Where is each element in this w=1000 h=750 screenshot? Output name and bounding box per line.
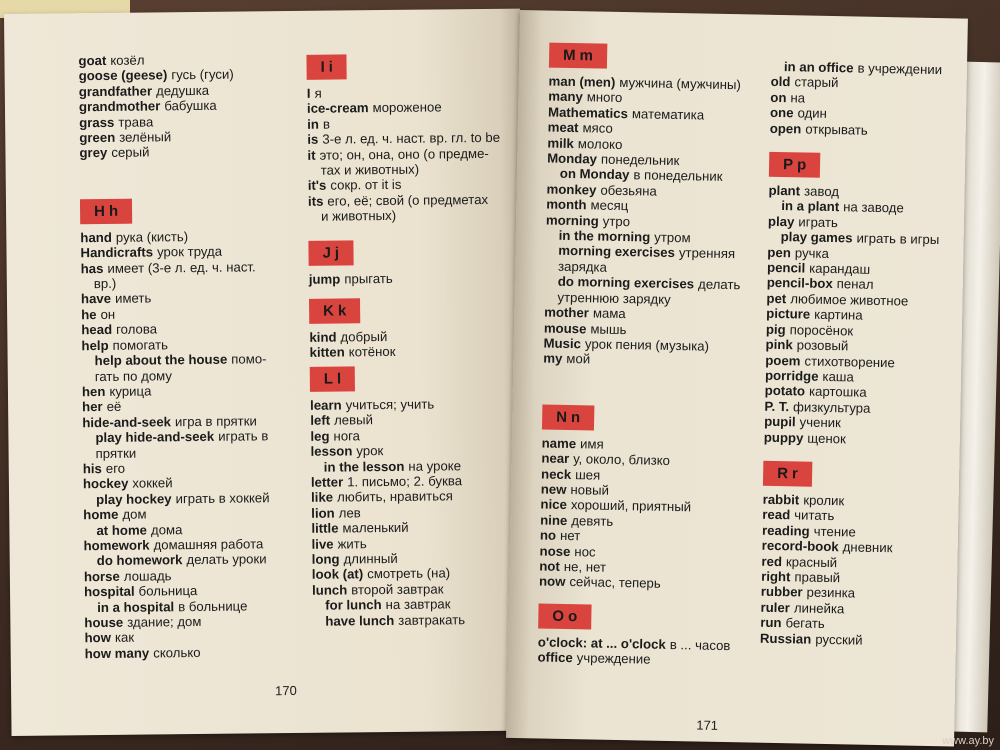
letter-header-j: Jj (308, 240, 353, 265)
entry-translation: второй завтрак (351, 581, 444, 598)
entry-translation: гусь (гуси) (171, 67, 234, 83)
letter-header-o: Oo (538, 603, 591, 629)
entry-translation: зелёный (119, 129, 172, 145)
entry-translation: урок (356, 443, 384, 459)
entry-headword: kind (309, 329, 337, 345)
entry-headword: horse (83, 568, 120, 584)
entry-headword: hide-and-seek (82, 413, 172, 430)
entry-headword: in (307, 116, 319, 132)
entry-headword: goose (geese) (78, 67, 168, 84)
entry-headword: not (539, 558, 560, 574)
entry-headword: have lunch (325, 612, 395, 629)
entry-headword: at home (96, 522, 148, 538)
entry-translation: сколько (153, 644, 201, 661)
entry-translation: любимое животное (790, 291, 909, 309)
entry-headword: long (311, 551, 340, 567)
entry-headword: left (310, 412, 331, 429)
entry-translation: месяц (590, 197, 629, 214)
dictionary-entry (770, 120, 942, 139)
entry-translation: котёнок (348, 344, 396, 360)
letter-header-k: Kk (309, 298, 360, 324)
entry-headword: he (81, 306, 97, 323)
entry-translation: мышь (590, 320, 627, 337)
entry-translation: правый (794, 569, 841, 586)
entry-headword: play (767, 213, 795, 230)
entry-translation: картина (814, 306, 863, 323)
entry-translation: щенок (807, 430, 846, 446)
entry-headword: his (82, 460, 102, 477)
entries-g (78, 51, 266, 161)
column-2 (306, 51, 505, 629)
entry-translation: хороший, приятный (570, 497, 692, 515)
entry-headword: pencil (766, 259, 806, 276)
entry-headword: milk (547, 135, 574, 151)
entry-continuation: зарядка (557, 258, 608, 275)
entry-translation: длинный (343, 550, 398, 567)
entry-translation: бегать (785, 615, 825, 632)
entry-headword: in the lesson (323, 458, 405, 475)
entry-translation: завод (803, 183, 840, 200)
entry-translation: нет (559, 528, 581, 544)
dictionary-entry (760, 630, 932, 649)
entry-translation: дневник (842, 539, 893, 556)
entry-headword: red (761, 553, 783, 569)
entry-headword: pen (767, 244, 791, 260)
entry-translation: бабушка (164, 97, 217, 114)
dictionary-entry (764, 429, 936, 448)
dictionary-entry (83, 490, 270, 507)
entry-headword: like (311, 489, 334, 506)
entry-headword: no (539, 527, 557, 543)
entry-translation: как (114, 630, 135, 646)
entry-translation: в учреждении (857, 60, 943, 78)
letter-header-l: Ll (310, 366, 356, 391)
entry-headword: Handicrafts (80, 244, 154, 261)
entry-translation: любить, нравиться (337, 488, 453, 505)
column-3 (537, 41, 745, 669)
entry-headword: open (769, 120, 802, 137)
entries-h (80, 228, 271, 661)
entry-continuation: гать по дому (94, 367, 172, 384)
watermark: www.ay.by (942, 735, 994, 747)
entry-translation: на заводе (843, 199, 904, 216)
column-1 (78, 51, 271, 661)
entry-translation: жить (337, 535, 367, 552)
entry-translation: картошка (808, 383, 867, 401)
entry-headword: do homework (96, 552, 183, 569)
entry-translation: дом (122, 506, 147, 522)
entry-translation: мороженое (372, 99, 442, 116)
entry-headword: little (311, 520, 339, 536)
entry-continuation: утреннюю зарядку (557, 289, 671, 307)
entry-translation: физкультура (792, 399, 871, 416)
letter-header-i: Ii (306, 54, 347, 79)
entry-translation: новый (570, 481, 610, 498)
entry-headword: rubber (760, 584, 803, 600)
entry-headword: nice (540, 496, 568, 513)
entry-translation: один (797, 105, 828, 122)
page-number-left: 170 (275, 682, 297, 699)
entry-translation: ручка (794, 244, 830, 261)
entry-translation: красный (785, 553, 838, 570)
entry-translation: у, около, близко (573, 451, 671, 469)
entry-headword: on (770, 89, 787, 105)
entry-translation: больница (138, 583, 198, 599)
entry-translation: в (322, 116, 330, 132)
entries-r (760, 492, 935, 649)
entry-translation: 3-е л. ед. ч. наст. вр. гл. to be (322, 130, 501, 147)
entry-headword: P. T. (764, 398, 790, 414)
entry-headword: its (307, 193, 324, 209)
entry-headword: new (540, 481, 567, 497)
entry-headword: pink (765, 336, 793, 353)
entry-headword: office (537, 649, 573, 666)
entry-headword: nose (539, 543, 571, 559)
entry-headword: grass (79, 114, 115, 130)
entry-headword: mouse (543, 320, 587, 336)
entry-headword: morning exercises (558, 243, 676, 261)
entry-headword: right (761, 568, 791, 585)
entry-headword: puppy (763, 429, 804, 446)
entry-translation: играть в игры (856, 230, 940, 248)
entry-headword: month (546, 196, 587, 213)
entry-headword: pig (765, 321, 786, 337)
entry-translation: играть в (218, 428, 269, 444)
letter-header-n: Nn (542, 404, 594, 430)
entries-m (543, 74, 744, 370)
entry-translation: молоко (577, 135, 623, 152)
entry-headword: look (at) (311, 566, 364, 583)
entry-translation: его, её; свой (о предметах (327, 191, 489, 209)
entry-translation: математика (631, 105, 705, 123)
entry-translation: он (100, 306, 116, 322)
entry-headword: morning (545, 212, 599, 229)
entries-o (537, 634, 733, 669)
entry-translation: курица (109, 383, 152, 399)
entry-translation: учиться; учить (345, 396, 435, 413)
entry-headword: hockey (82, 476, 129, 492)
entry-translation: девять (571, 512, 614, 529)
entry-headword: reading (761, 522, 810, 539)
entry-translation: утром (654, 229, 691, 246)
entry-translation: нос (574, 543, 596, 560)
entry-headword: in a plant (781, 198, 840, 215)
left-page (4, 9, 528, 736)
entry-headword: kitten (309, 344, 345, 361)
entry-continuation: прятки (95, 445, 137, 461)
entry-translation: розовый (796, 337, 849, 354)
entry-translation: я (314, 85, 322, 101)
dictionary-entry (307, 145, 500, 162)
entry-headword: my (543, 350, 563, 367)
entry-translation: мужчина (мужчины) (619, 74, 741, 93)
entry-translation: левый (333, 412, 374, 428)
entry-headword: neck (540, 466, 572, 482)
entry-headword: many (548, 88, 583, 105)
entry-headword: potato (764, 383, 806, 399)
entry-headword: plant (768, 182, 801, 199)
entry-headword: it's (307, 178, 327, 194)
entry-headword: lion (311, 505, 335, 521)
entry-translation: не, нет (563, 558, 607, 575)
entry-translation: мама (592, 305, 626, 322)
entry-translation: нога (333, 427, 361, 444)
entry-headword: poem (765, 352, 801, 368)
entry-headword: man (men) (548, 73, 616, 90)
dictionary-entry (307, 130, 500, 147)
entry-headword: run (760, 614, 782, 631)
entry-translation: каша (822, 368, 854, 385)
entry-translation: имя (579, 435, 604, 452)
entry-headword: monkey (546, 181, 597, 198)
entry-headword: green (79, 129, 116, 146)
entry-headword: grey (79, 145, 108, 161)
entry-headword: pupil (764, 413, 796, 430)
entry-translation: в понедельник (633, 167, 723, 185)
entries-k (309, 328, 502, 361)
entry-translation: здание; дом (127, 613, 202, 630)
entry-headword: now (538, 573, 566, 590)
entry-headword: how (84, 630, 111, 646)
entry-translation: серый (111, 144, 150, 161)
entry-headword: play hockey (96, 491, 172, 507)
entry-headword: Music (543, 335, 582, 352)
entry-translation: играть в хоккей (175, 489, 270, 506)
entry-translation: утренняя (678, 245, 736, 262)
entry-translation: рука (кисть) (115, 228, 189, 245)
entry-translation: понедельник (600, 151, 680, 169)
entry-headword: in the morning (558, 227, 651, 245)
entry-translation: дома (150, 521, 183, 538)
entry-translation: помо- (231, 351, 267, 367)
entry-translation: старый (794, 74, 839, 91)
entry-headword: play hide-and-seek (95, 428, 215, 446)
entry-headword: have (80, 291, 112, 307)
entry-translation: кролик (803, 492, 845, 509)
entry-translation: маленький (342, 519, 409, 536)
entry-translation: резинка (806, 584, 856, 601)
right-page (506, 10, 968, 746)
entries-i (307, 84, 501, 225)
entry-continuation: вр.) (93, 275, 117, 292)
entry-headword: Russian (759, 630, 812, 647)
column-4 (760, 59, 943, 649)
entry-translation: прыгать (344, 270, 393, 287)
entry-translation: лошадь (123, 568, 172, 584)
entry-headword: her (82, 399, 103, 415)
entry-translation: ученик (799, 414, 841, 431)
entry-translation: козёл (110, 52, 145, 68)
entry-headword: nine (540, 512, 568, 528)
letter-header-m: Mm (549, 43, 607, 69)
entry-continuation: тах и животных) (320, 161, 420, 178)
entry-translation: добрый (340, 329, 388, 345)
entry-translation: пенал (836, 276, 874, 293)
letter-header-p: Pp (769, 152, 821, 178)
dictionary-entry (84, 598, 271, 615)
page-number-right: 171 (696, 717, 719, 733)
dictionary-entry (81, 259, 268, 276)
entry-translation: её (106, 399, 122, 415)
entry-headword: grandmother (78, 98, 161, 115)
letter-header-r: Rr (763, 461, 812, 487)
entry-translation: открывать (805, 121, 868, 138)
entries-p (764, 183, 941, 448)
entry-headword: do morning exercises (557, 274, 695, 292)
entry-headword: grandfather (78, 83, 153, 100)
entry-translation: дедушка (156, 82, 210, 99)
entry-headword: Monday (547, 150, 598, 167)
entry-headword: help about the house (94, 351, 228, 369)
entry-translation: на (790, 90, 806, 106)
entry-headword: hen (81, 383, 106, 400)
entry-translation: завтракать (398, 611, 466, 628)
entry-headword: jump (308, 271, 341, 287)
entry-translation: на завтрак (385, 596, 451, 613)
entry-translation: мой (566, 351, 591, 367)
entry-translation: играть (798, 214, 838, 230)
entry-translation: сокр. от it is (330, 177, 402, 194)
entry-translation: много (586, 89, 623, 106)
entry-translation: чтение (813, 523, 856, 540)
entry-translation: утро (602, 213, 631, 229)
entry-translation: обезьяна (600, 182, 658, 199)
entry-headword: one (769, 105, 794, 121)
entry-headword: record-book (761, 537, 839, 555)
entry-translation: игра в прятки (174, 413, 257, 429)
entry-translation: сейчас, теперь (569, 574, 661, 592)
dictionary-entry (85, 644, 272, 661)
entry-headword: read (762, 507, 791, 523)
entries-o-cont (770, 59, 943, 139)
dictionary-entry (312, 611, 505, 628)
entry-headword: o'clock: at ... o'clock (537, 634, 666, 652)
entry-translation: смотреть (на) (367, 565, 451, 582)
entry-headword: on Monday (559, 166, 630, 183)
entry-translation: урок труда (156, 243, 223, 260)
entry-translation: лев (338, 505, 361, 521)
entry-headword: porridge (764, 367, 819, 384)
entry-headword: I (306, 85, 311, 101)
entry-headword: ruler (760, 599, 791, 616)
entry-translation: иметь (114, 290, 152, 307)
entry-headword: head (81, 322, 113, 338)
entry-translation: имеет (3-е л. ед. ч. наст. (107, 259, 256, 276)
entry-translation: домашняя работа (153, 536, 264, 553)
entry-headword: lesson (310, 443, 353, 459)
entry-translation: хоккей (132, 475, 173, 492)
entry-headword: rabbit (762, 491, 800, 508)
entry-translation: стихотворение (804, 353, 895, 370)
entry-translation: урок пения (музыка) (584, 336, 710, 354)
entries-n (539, 435, 737, 593)
entry-headword: home (83, 506, 119, 523)
entry-translation: в больнице (178, 598, 248, 614)
entry-headword: pet (766, 290, 787, 307)
entry-translation: 1. письмо; 2. буква (347, 473, 463, 490)
entry-headword: in an office (783, 59, 854, 76)
entry-headword: hand (80, 229, 112, 246)
entry-headword: Mathematics (547, 104, 629, 121)
entry-translation: голова (116, 321, 158, 338)
entry-headword: goat (78, 52, 107, 69)
entry-translation: учреждение (576, 650, 651, 667)
entry-translation: русский (815, 631, 863, 648)
entry-headword: meat (547, 119, 579, 136)
entry-headword: how many (84, 645, 150, 662)
entry-translation: его (105, 460, 126, 476)
dictionary-entry (308, 192, 501, 209)
entry-headword: leg (310, 428, 330, 444)
dictionary-entry (82, 351, 269, 368)
entry-translation: трава (118, 114, 154, 130)
entry-translation: карандаш (809, 260, 871, 277)
entry-headword: learn (310, 397, 342, 413)
entry-headword: hospital (83, 583, 135, 600)
entry-translation: в ... часов (669, 636, 731, 653)
entry-translation: шея (575, 466, 601, 483)
entry-headword: house (84, 614, 124, 631)
entry-translation: линейка (793, 600, 845, 617)
entry-headword: ice-cream (306, 100, 369, 117)
entry-headword: pencil-box (766, 275, 833, 292)
entry-translation: читать (794, 507, 835, 524)
entry-headword: help (81, 337, 109, 353)
entry-headword: in a hospital (97, 598, 175, 615)
dictionary-entry (84, 552, 271, 569)
dictionary-entry (82, 428, 269, 445)
entry-headword: name (541, 435, 577, 451)
entry-continuation: и животных) (321, 208, 397, 224)
entry-headword: old (770, 74, 791, 90)
entry-translation: помогать (112, 336, 169, 353)
entry-headword: near (541, 450, 570, 467)
entry-translation: на уроке (408, 457, 462, 474)
entry-headword: picture (766, 306, 811, 322)
entry-headword: mother (544, 304, 590, 321)
entry-translation: поросёнок (789, 321, 854, 339)
entry-headword: lunch (311, 582, 348, 598)
entry-headword: letter (310, 474, 344, 490)
entry-headword: homework (83, 537, 150, 554)
entry-headword: play games (780, 229, 853, 246)
entries-l (310, 396, 505, 629)
entry-headword: has (80, 260, 104, 276)
entry-translation: делать (697, 276, 741, 293)
entry-translation: делать уроки (186, 551, 267, 568)
entry-headword: it (307, 147, 316, 163)
entry-translation: это; он, она, оно (о предме- (319, 145, 489, 163)
entry-headword: is (307, 131, 319, 148)
letter-header-h: Hh (80, 199, 132, 225)
entry-headword: live (311, 536, 334, 552)
entry-translation: мясо (582, 120, 613, 137)
entry-headword: for lunch (325, 597, 382, 613)
